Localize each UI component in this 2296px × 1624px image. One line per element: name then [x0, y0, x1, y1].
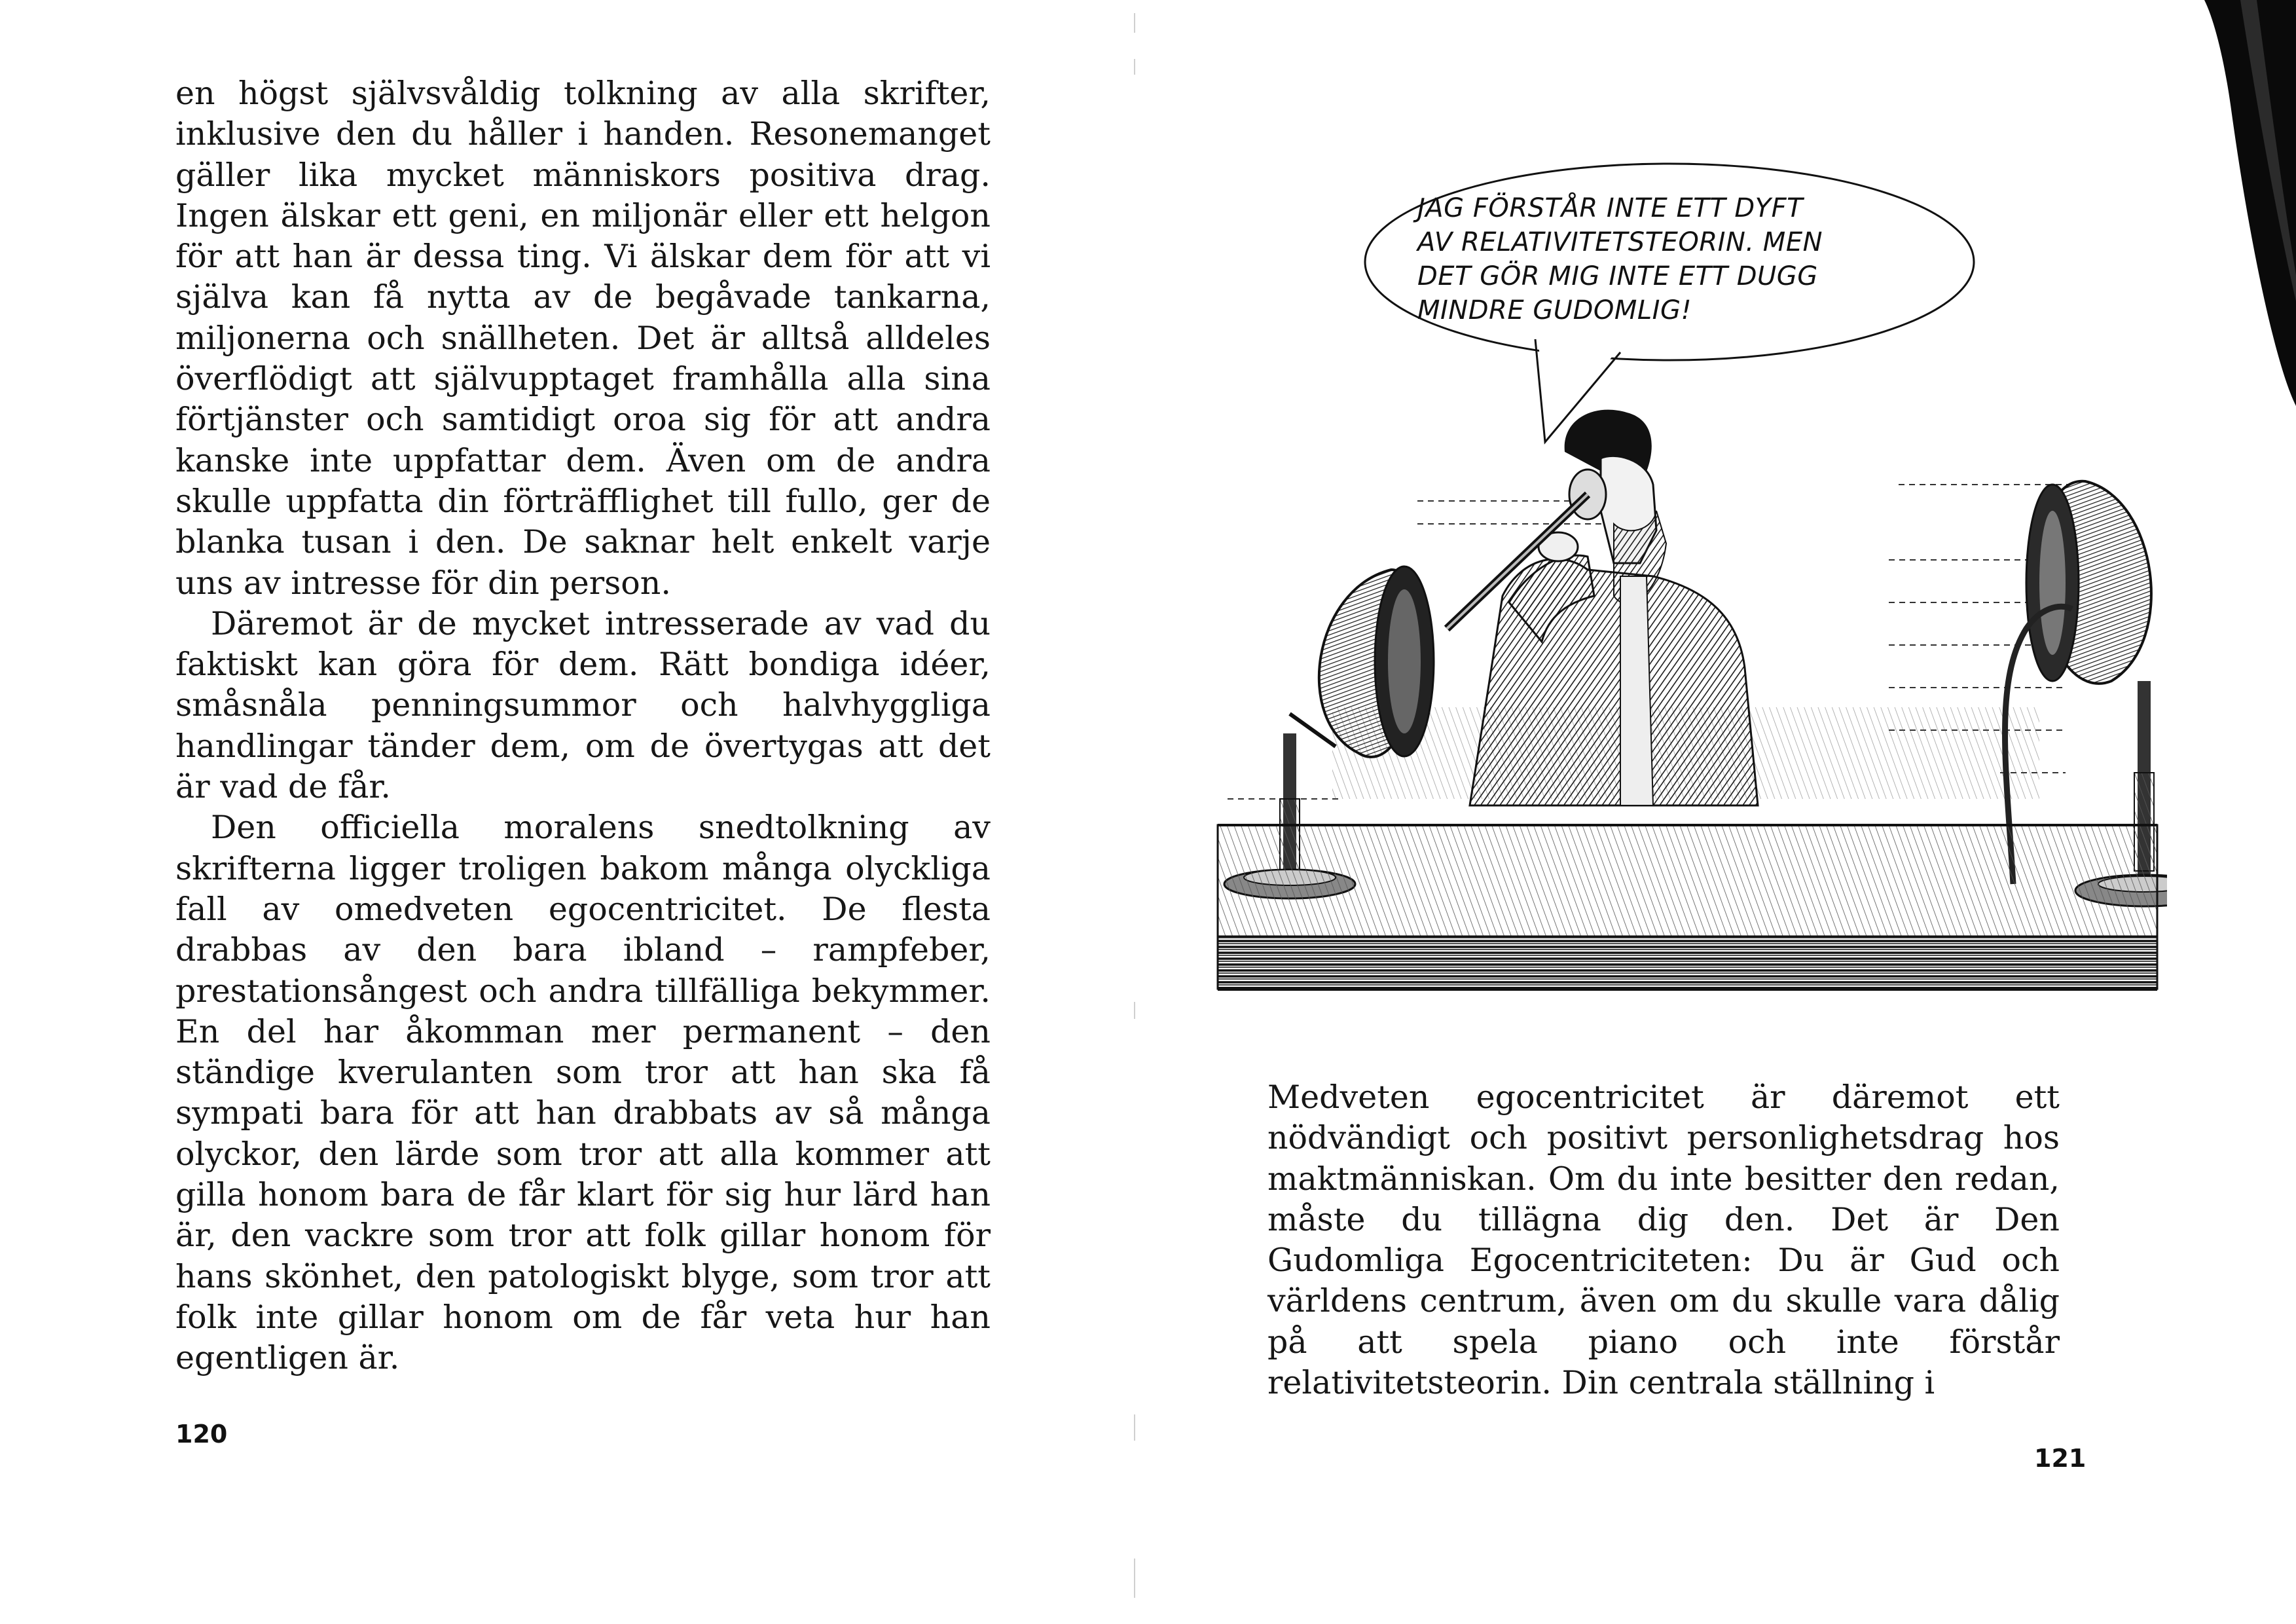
page-number-left: 120	[175, 1420, 228, 1449]
right-page-body	[1267, 1077, 2060, 1403]
gutter-mark	[1134, 13, 1135, 33]
speech-bubble-text	[1417, 191, 1954, 327]
paragraph-2: Däremot är de mycket intresserade av vad du faktiskt kan göra för dem. Rätt bondiga idéer, småsnåla penningsummor och halvhyggliga handlingar tänder dem, om de övertygas att det är vad de får.	[175, 604, 991, 806]
page-number-right: 121	[2034, 1444, 2086, 1473]
man-figure	[1447, 410, 1758, 805]
speech-line-3: DET GÖR MIG INTE ETT DUGG	[1417, 261, 1818, 291]
paragraph-3: Den officiella moralens snedtolkning av skrifterna ligger troligen bakom många olyckliga fall av omedveten egocentricitet. De flesta drabbas av den bara ibland – rampfeber, prestationsångest och andra tillfälliga bekymmer. En del har åkomman mer permanent – den ständige kverulanten som tror att han ska få sympati bara för att han drabbats av så många olyckor, den lärde som tror att alla kommer att gilla honom bara de får klart för sig hur lärd han är, den vackre som tror att folk gillar honom för hans skönhet, den patologiskt blyge, som tror att folk inte gillar honom om de får veta hur han egentligen är.	[175, 809, 991, 1377]
gutter-mark	[1134, 59, 1135, 75]
speech-line-2: AV RELATIVITETSTEORIN. MEN	[1417, 227, 1823, 257]
speech-line-4: MINDRE GUDOMLIG!	[1417, 295, 1692, 325]
right-paragraph: Medveten egocentricitet är däremot ett nödvändigt och positivt personlighetsdrag hos maktmänniskan. Om du inte besitter den redan, måste du tillägna dig den. Det är Den Gudomliga Egocentriciteten: Du är Gud och världens centrum, även om du skulle vara dålig på att spela piano och inte förstår relativitetsteorin. Din centrala ställning i	[1267, 1079, 2060, 1402]
right-page	[1139, 0, 2296, 1624]
paragraph-1: en högst självsvåldig tolkning av alla skrifter, inklusive den du håller i handen. Resonemanget gäller lika mycket människors positiva drag. Ingen älskar ett geni, en miljonär eller ett helgon för att han är dessa ting. Vi älskar dem för att vi själva kan få nytta av de begåvade tankarna, miljonerna och snällheten. Det är alltså alldeles överflödigt att självupptaget framhålla alla sina förtjänster och samtidigt oroa sig för att andra kanske inte uppfattar dem. Även om de andra skulle uppfatta din förträfflighet till fullo, ger de blanka tusan i den. De saknar helt enkelt varje uns av intresse för din person.	[175, 75, 991, 602]
gutter-mark	[1134, 1414, 1135, 1441]
gutter-mark	[1134, 1002, 1135, 1019]
table	[1218, 825, 2157, 989]
gutter-mark	[1134, 1559, 1135, 1598]
scan-edge-shadow	[2178, 0, 2296, 498]
left-page-body	[175, 73, 991, 1379]
speech-line-1: JAG FÖRSTÅR INTE ETT DYFT	[1417, 193, 1804, 223]
left-page	[0, 0, 1139, 1624]
engraving-illustration	[1195, 144, 2167, 1008]
